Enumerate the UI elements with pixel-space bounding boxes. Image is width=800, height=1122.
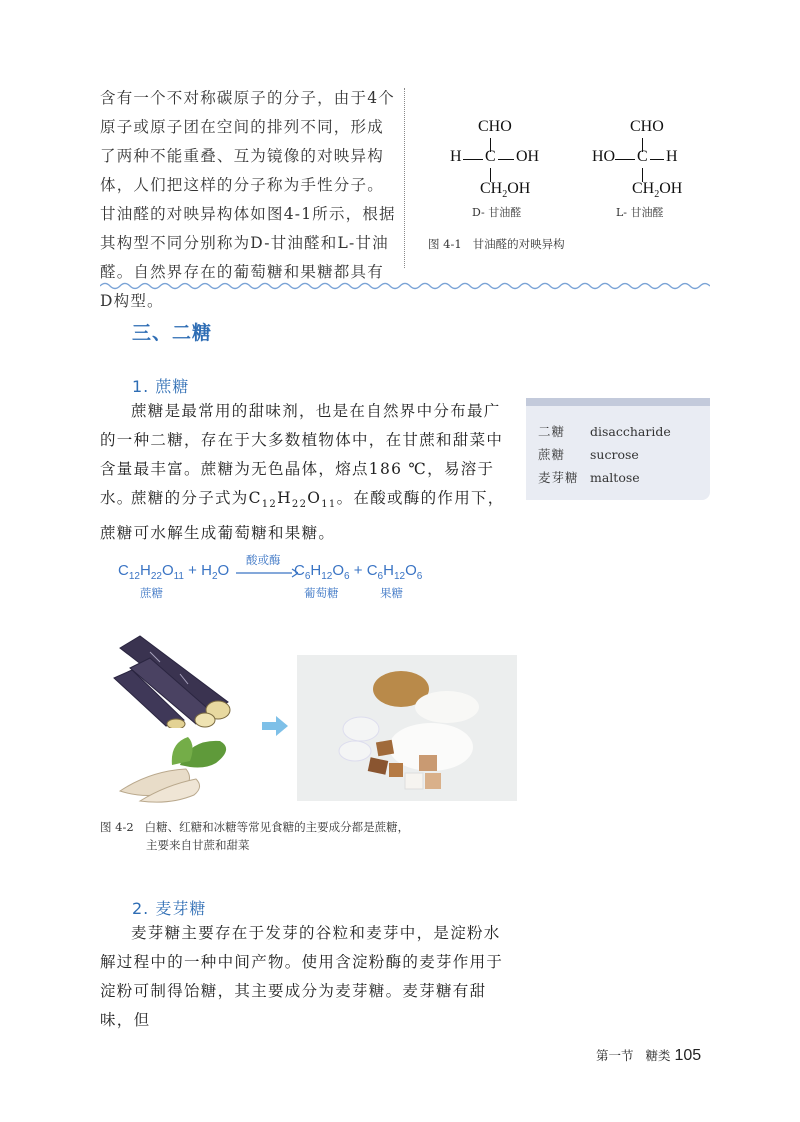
label-fructose: 果糖 bbox=[380, 586, 403, 600]
glossary-row-sucrose: 蔗糖 sucrose bbox=[538, 447, 639, 462]
sucrose-subtitle: 1. 蔗糖 bbox=[132, 377, 190, 396]
page-number: 105 bbox=[674, 1047, 702, 1064]
l-top-group: CHO bbox=[630, 118, 664, 135]
footer-section: 第一节 bbox=[596, 1048, 634, 1063]
label-glucose: 葡萄糖 bbox=[304, 586, 339, 600]
sugar-varieties-image bbox=[297, 655, 517, 801]
sucrose-paragraph-2: 蔗糖的分子式为$C_{12}H_{22}O_{11}$。在酸或酶的作用下，蔗糖可水解生成葡萄糖和果糖。 bbox=[100, 489, 505, 543]
sugar-beet-image bbox=[110, 735, 250, 805]
figure-4-2-caption: 图 4-2 白糖、红糖和冰糖等常见食糖的主要成分都是蔗糖， 主要来自甘蔗和甜菜 bbox=[100, 820, 410, 852]
reaction-arrow bbox=[236, 568, 298, 578]
sucrose-paragraph-1: 蔗糖是最常用的甜味剂，也是在自然界中分布最广的一种二糖，存在于大多数植物体中，在甘蔗和甜菜中含量最丰富。蔗糖为无色晶体，熔点186 ℃，易溶于水。 bbox=[100, 402, 504, 507]
arrow-icon bbox=[262, 716, 288, 736]
glossary-row-disaccharide: 二糖 disaccharide bbox=[538, 424, 671, 439]
maltose-paragraph: 麦芽糖主要存在于发芽的谷粒和麦芽中，是淀粉水解过程中的一种中间产物。使用含淀粉酶的麦芽作用于淀粉可制得饴糖，其主要成分为麦芽糖。麦芽糖有甜味，但 bbox=[100, 924, 504, 1029]
glossary-box bbox=[526, 398, 710, 500]
page-footer bbox=[596, 1046, 701, 1065]
d-label: D- 甘油醛 bbox=[472, 206, 522, 219]
footer-chapter: 糖类 bbox=[645, 1048, 671, 1063]
l-left-group: HO bbox=[592, 148, 616, 165]
d-bottom-group: $CH_2OH$ bbox=[480, 180, 531, 201]
figure-4-1 bbox=[420, 110, 710, 260]
l-bottom-group: $CH_2OH$ bbox=[632, 180, 683, 201]
l-right-group: H bbox=[666, 148, 678, 165]
section-title: 三、二糖 bbox=[132, 322, 213, 344]
sugarcane-image bbox=[110, 628, 250, 728]
l-glyceraldehyde bbox=[592, 110, 702, 220]
d-center-atom: C bbox=[485, 148, 496, 165]
label-sucrose: 蔗糖 bbox=[140, 586, 163, 600]
glossary-row-maltose: 麦芽糖 maltose bbox=[538, 470, 640, 485]
l-center-atom: C bbox=[637, 148, 648, 165]
d-right-group: OH bbox=[516, 148, 540, 165]
reaction-condition: 酸或酶 bbox=[246, 553, 281, 567]
l-bond-left bbox=[615, 159, 635, 160]
l-label: L- 甘油醛 bbox=[616, 206, 664, 219]
maltose-subtitle: 2. 麦芽糖 bbox=[132, 899, 207, 918]
dotted-divider bbox=[404, 88, 405, 268]
d-glyceraldehyde bbox=[450, 110, 560, 220]
figure-4-1-caption: 图 4-1 甘油醛的对映异构 bbox=[428, 237, 565, 251]
hydrolysis-equation bbox=[118, 552, 538, 602]
d-top-group: CHO bbox=[478, 118, 512, 135]
l-bond-right bbox=[650, 159, 664, 160]
d-bond-right bbox=[498, 159, 514, 160]
d-left-group: H bbox=[450, 148, 462, 165]
equation-products: $C_6H_{12}O_6 + C_6H_{12}O_6$ bbox=[294, 562, 423, 582]
wavy-divider bbox=[100, 280, 710, 292]
intro-paragraph: 含有一个不对称碳原子的分子，由于4个原子或原子团在空间的排列不同，形成了两种不能重叠、互为镜像的对映异构体，人们把这样的分子称为手性分子。甘油醛的对映异构体如图4-1所示，根据其构型不同分别称为D-甘油醛和L-甘油醛。自然界存在的葡萄糖和果糖都具有D构型。 bbox=[100, 89, 396, 310]
d-bond-left bbox=[463, 159, 483, 160]
equation-reactants: $C_{12}H_{22}O_{11} + H_2O$ bbox=[118, 562, 230, 582]
